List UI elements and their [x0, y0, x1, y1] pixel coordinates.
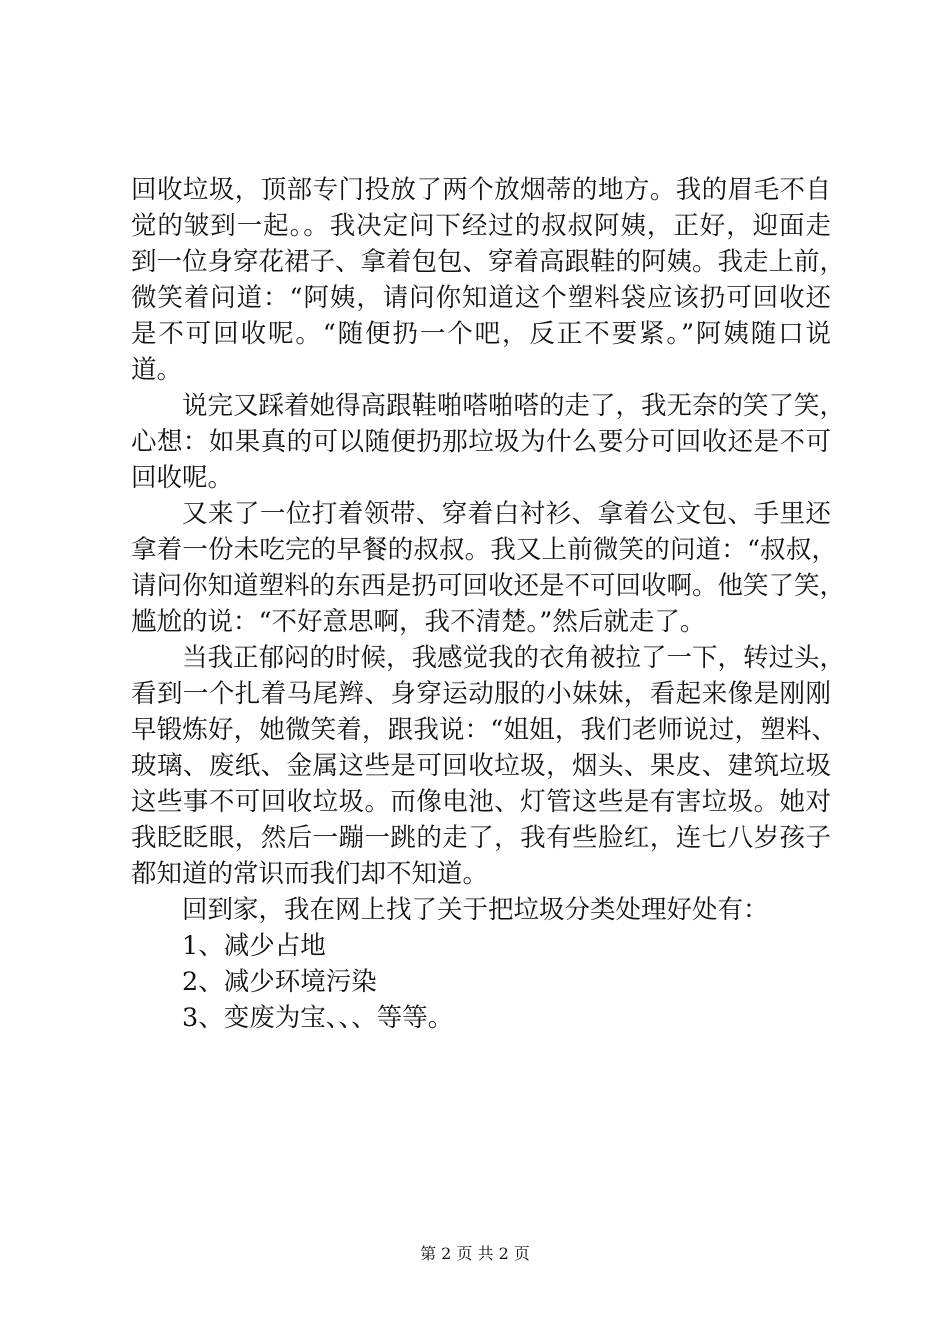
page-number-footer: 第 2 页 共 2 页	[420, 1244, 530, 1263]
text-line: 觉的皱到一起。。我决定问下经过的叔叔阿姨，正好，迎面走	[131, 211, 831, 241]
text-line: 说完又踩着她得高跟鞋啪嗒啪嗒的走了，我无奈的笑了笑，	[182, 391, 846, 421]
text-line: 到一位身穿花裙子、拿着包包、穿着高跟鞋的阿姨。我走上前，	[131, 247, 846, 277]
text-line: 玻璃、废纸、金属这些是可回收垃圾，烟头、果皮、建筑垃圾	[131, 751, 831, 781]
list-item: 1、减少占地	[182, 931, 326, 961]
text-line: 尴尬的说：“不好意思啊，我不清楚。”然后就走了。	[131, 607, 706, 637]
text-line: 心想：如果真的可以随便扔那垃圾为什么要分可回收还是不可	[131, 427, 831, 457]
text-line: 这些事不可回收垃圾。而像电池、灯管这些是有害垃圾。她对	[131, 787, 831, 817]
text-line: 回收垃圾，顶部专门投放了两个放烟蒂的地方。我的眉毛不自	[131, 175, 831, 205]
text-line: 我眨眨眼，然后一蹦一跳的走了，我有些脸红，连七八岁孩子	[131, 823, 831, 853]
text-line: 都知道的常识而我们却不知道。	[131, 859, 489, 889]
text-line: 道。	[131, 355, 183, 385]
text-line: 看到一个扎着马尾辫、身穿运动服的小妹妹，看起来像是刚刚	[131, 679, 831, 709]
text-line: 回到家，我在网上找了关于把垃圾分类处理好处有：	[182, 895, 769, 925]
text-line: 是不可回收呢。“随便扔一个吧，反正不要紧。”阿姨随口说	[131, 319, 831, 349]
text-line: 当我正郁闷的时候，我感觉我的衣角被拉了一下，转过头，	[182, 643, 846, 673]
text-line: 又来了一位打着领带、穿着白衬衫、拿着公文包、手里还	[182, 499, 831, 529]
document-body	[131, 172, 846, 1036]
text-line: 回收呢。	[131, 463, 234, 493]
text-line: 请问你知道塑料的东西是扔可回收还是不可回收啊。他笑了笑，	[131, 571, 846, 601]
text-line: 微笑着问道：“阿姨，请问你知道这个塑料袋应该扔可回收还	[131, 283, 831, 313]
list-item: 3、变废为宝、、、等等。	[182, 1003, 454, 1033]
list-item: 2、减少环境污染	[182, 967, 377, 997]
text-line: 早锻炼好，她微笑着，跟我说：“姐姐，我们老师说过，塑料、	[131, 715, 837, 745]
text-line: 拿着一份未吃完的早餐的叔叔。我又上前微笑的问道：“叔叔，	[131, 535, 837, 565]
